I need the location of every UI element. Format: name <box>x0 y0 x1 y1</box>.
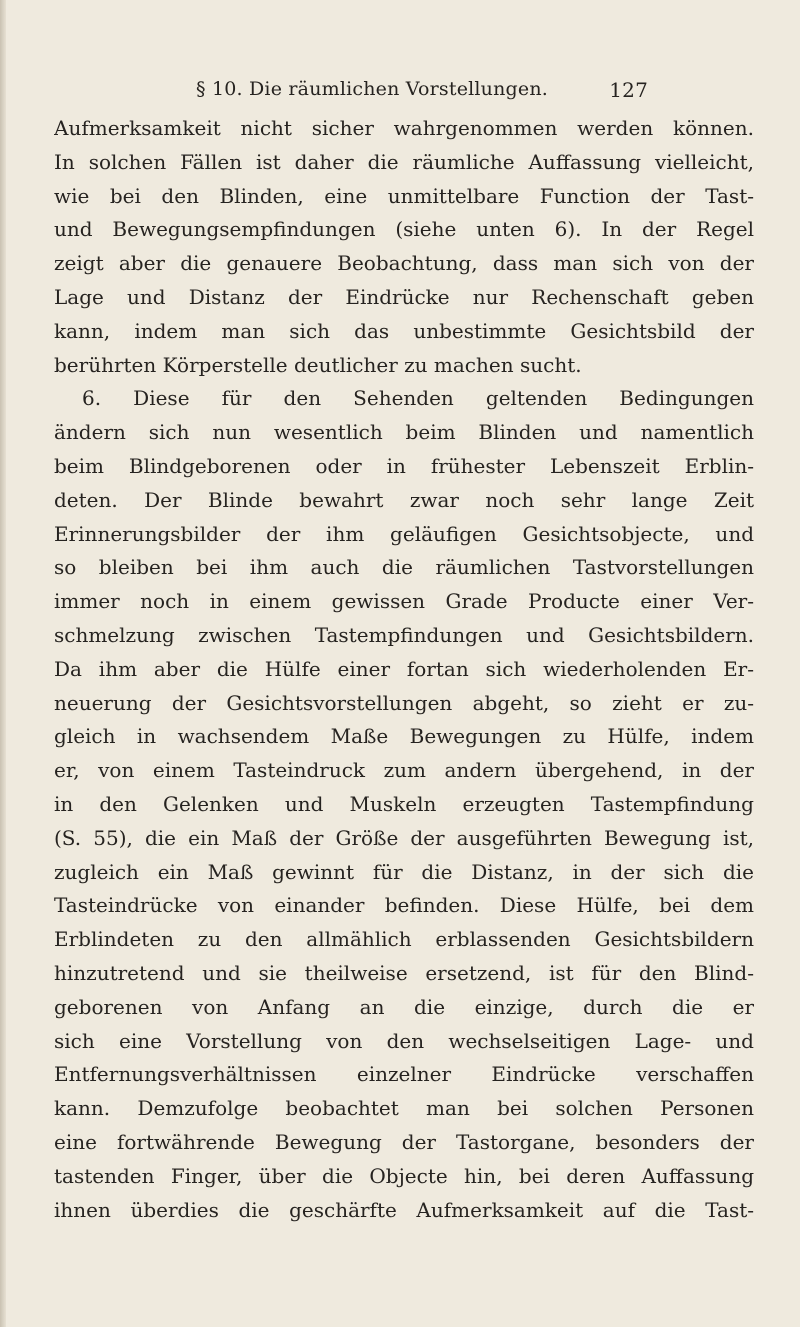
page-number: 127 <box>609 78 648 102</box>
text-line: eine fortwährende Bewegung der Tastorgane, besonders der <box>54 1129 754 1154</box>
text-line: In solchen Fällen ist daher die räumliche Auffassung vielleicht, <box>54 149 754 174</box>
text-line: neuerung der Gesichtsvorstellungen abgeht, so zieht er zu- <box>54 690 754 715</box>
text-line: Erinnerungsbilder der ihm geläufigen Gesichtsobjecte, und <box>54 521 754 546</box>
text-line: er, von einem Tasteindruck zum andern übergehend, in der <box>54 758 754 783</box>
body-text <box>54 112 754 1227</box>
text-line: zeigt aber die genauere Beobachtung, dass man sich von der <box>54 251 754 276</box>
text-line: Entfernungsverhältnissen einzelner Eindrücke verschaffen <box>54 1062 754 1087</box>
text-line: sich eine Vorstellung von den wechselseitigen Lage- und <box>54 1028 754 1053</box>
paragraph-start-line: 6. Diese für den Sehenden geltenden Bedingungen <box>82 386 754 411</box>
text-line: Lage und Distanz der Eindrücke nur Rechenschaft geben <box>54 284 754 309</box>
page-header <box>196 78 648 104</box>
text-line: deten. Der Blinde bewahrt zwar noch sehr lange Zeit <box>54 487 754 512</box>
text-line: ihnen überdies die geschärfte Aufmerksamkeit auf die Tast- <box>54 1197 754 1222</box>
text-line: und Bewegungsempfindungen (siehe unten 6). In der Regel <box>54 217 754 242</box>
text-line: kann, indem man sich das unbestimmte Gesichtsbild der <box>54 318 754 343</box>
text-line: berührten Körperstelle deutlicher zu machen sucht. <box>54 352 582 377</box>
text-line: schmelzung zwischen Tastempfindungen und Gesichtsbildern. <box>54 622 754 647</box>
text-line: Tasteindrücke von einander befinden. Diese Hülfe, bei dem <box>54 893 754 918</box>
text-line: (S. 55), die ein Maß der Größe der ausgeführten Bewegung ist, <box>54 825 754 850</box>
text-line: geborenen von Anfang an die einzige, durch die er <box>54 994 754 1019</box>
text-line: in den Gelenken und Muskeln erzeugten Tastempfindung <box>54 791 754 816</box>
text-line: beim Blindgeborenen oder in frühester Lebenszeit Erblin- <box>54 453 754 478</box>
text-line: hinzutretend und sie theilweise ersetzend, ist für den Blind- <box>54 960 754 985</box>
text-line: Da ihm aber die Hülfe einer fortan sich wiederholenden Er- <box>54 656 754 681</box>
text-line: ändern sich nun wesentlich beim Blinden und namentlich <box>54 420 754 445</box>
text-line: immer noch in einem gewissen Grade Producte einer Ver- <box>54 589 754 614</box>
text-line: wie bei den Blinden, eine unmittelbare Function der Tast- <box>54 183 754 208</box>
text-line: Erblindeten zu den allmählich erblassenden Gesichtsbildern <box>54 927 754 952</box>
text-line: Aufmerksamkeit nicht sicher wahrgenommen werden können. <box>54 116 754 140</box>
page-binding-edge <box>0 0 6 1327</box>
text-line: tastenden Finger, über die Objecte hin, bei deren Auffassung <box>54 1163 754 1188</box>
text-line: zugleich ein Maß gewinnt für die Distanz, in der sich die <box>54 859 754 884</box>
text-line: gleich in wachsendem Maße Bewegungen zu Hülfe, indem <box>54 724 754 749</box>
running-title: § 10. Die räumlichen Vorstellungen. <box>196 78 549 100</box>
text-line: kann. Demzufolge beobachtet man bei solchen Personen <box>54 1096 754 1121</box>
text-line: so bleiben bei ihm auch die räumlichen Tastvorstellungen <box>54 555 754 580</box>
